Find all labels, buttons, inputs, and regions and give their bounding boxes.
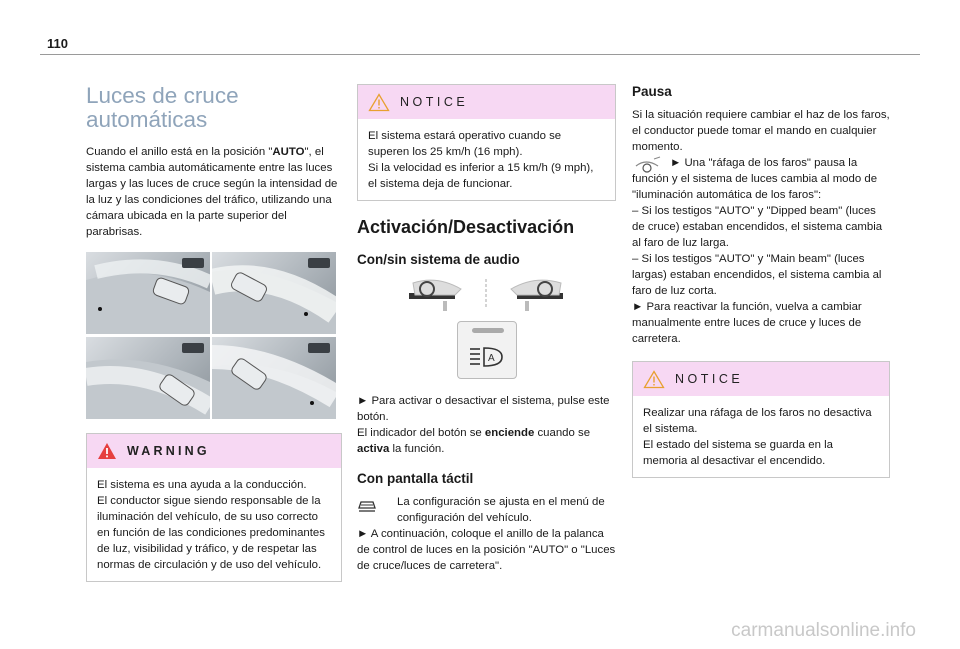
warning-text: El sistema es una ayuda a la conducción. El conductor sigue siendo responsable de la iluminación del vehículo, de su uso correcto en función de las condiciones predominantes de luz, visibilidad y tráfico, y de respetar las normas de circulación y de uso del vehículo. xyxy=(97,479,325,571)
vehicle-settings-icon xyxy=(357,496,377,514)
camera-photo xyxy=(86,252,210,334)
warning-header xyxy=(87,434,341,468)
notice-label: NOTICE xyxy=(675,372,744,386)
notice-triangle-icon xyxy=(643,370,665,389)
controls-figure xyxy=(357,275,616,383)
notice-text: El sistema estará operativo cuando se superen los 25 km/h (16 mph). Si la velocidad es inferior a 15 km/h (9 mph), el sistema deja de funcionar. xyxy=(368,130,594,190)
notice-header xyxy=(358,85,615,119)
camera-photo xyxy=(212,252,336,334)
header-rule xyxy=(40,54,920,55)
touchscreen-subheading: Con pantalla táctil xyxy=(357,471,474,486)
steering-control-icon xyxy=(357,275,616,315)
pause-intro: Si la situación requiere cambiar el haz de los faros, el conductor puede tomar el mando en cualquier momento. xyxy=(632,109,890,153)
camera-photo-grid xyxy=(86,252,342,419)
watermark: carmanualsonline.info xyxy=(731,620,916,641)
activate-instruction: ► Para activar o desactivar el sistema, pulse este botón. xyxy=(357,395,610,423)
pause-heading: Pausa xyxy=(632,84,672,99)
warning-triangle-icon xyxy=(97,442,117,460)
column-1 xyxy=(86,84,342,582)
notice-header xyxy=(633,362,889,396)
svg-text:A: A xyxy=(488,353,495,364)
auto-headlamp-button-icon xyxy=(457,321,517,379)
notice-triangle-icon xyxy=(368,93,390,112)
notice-box-2 xyxy=(632,361,890,478)
warning-box xyxy=(86,433,342,582)
headlamp-flash-icon xyxy=(632,156,662,174)
activation-heading: Activación/Desactivación xyxy=(357,217,575,237)
column-3 xyxy=(632,84,890,478)
notice-label: NOTICE xyxy=(400,95,469,109)
settings-paragraph: La configuración se ajusta en el menú de configuración del vehículo. xyxy=(357,494,616,526)
camera-photo xyxy=(212,337,336,419)
intro-paragraph: Cuando el anillo está en la posición "AUTO", el sistema cambia automáticamente entre las luces largas y las luces de cruce según la intensidad de la luz y las condiciones del tráfico, utilizando una cámara ubicada en la parte superior del parabrisas. xyxy=(86,146,338,238)
case-dipped: – Si los testigos "AUTO" y "Dipped beam" (luces de cruce) estaban encendidos, el sistema cambia al faro de luz larga. xyxy=(632,205,883,249)
warning-label: WARNING xyxy=(127,444,210,458)
audio-subheading: Con/sin sistema de audio xyxy=(357,252,520,267)
notice-text: Realizar una ráfaga de los faros no desactiva el sistema. El estado del sistema se guarda en la memoria al desactivar el encendido. xyxy=(643,407,872,467)
section-title: Luces de cruce automáticas xyxy=(86,83,239,132)
indicator-paragraph: El indicador del botón se enciende cuando se activa la función. xyxy=(357,427,591,455)
reactivate-instruction: ► Para reactivar la función, vuelva a cambiar manualmente entre luces de cruce y luces de carretera. xyxy=(632,301,862,345)
camera-photo xyxy=(86,337,210,419)
case-main: – Si los testigos "AUTO" y "Main beam" (luces largas) estaban encendidos, el sistema cambia al faro de luz corta. xyxy=(632,253,882,297)
ring-instruction: ► A continuación, coloque el anillo de la palanca de control de luces en la posición "AUTO" o "Luces de cruce/luces de carretera". xyxy=(357,528,616,572)
notice-box-1 xyxy=(357,84,616,201)
column-2 xyxy=(357,84,616,574)
page-number: 110 xyxy=(47,36,68,51)
flash-paragraph: ► Una "ráfaga de los faros" pausa la función y el sistema de luces cambia al modo de "iluminación automática de los faros": xyxy=(632,157,878,201)
